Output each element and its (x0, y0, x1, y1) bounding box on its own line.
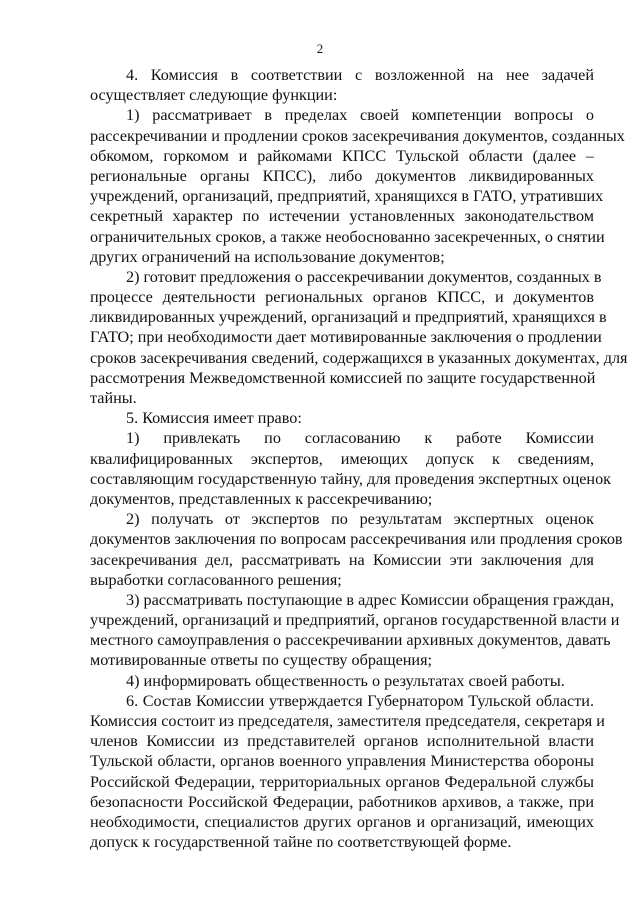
text-line: 4) информировать общественность о результатах своей работы. (126, 671, 565, 690)
text-line: 1) рассматривает в пределах своей компетенции вопросы о (126, 106, 594, 125)
text-line: Тульской области, органов военного управления Министерства обороны (90, 752, 594, 771)
text-line: 5. Комиссия имеет право: (126, 409, 302, 428)
text-line: 1) привлекать по согласованию к работе Комиссии (126, 429, 594, 448)
text-line: сроков засекречивания сведений, содержащихся в указанных документах, для (90, 348, 628, 367)
text-line: документов, представленных к рассекречиванию; (90, 489, 433, 508)
text-line: 6. Состав Комиссии утверждается Губернатором Тульской области. (126, 691, 594, 710)
text-line: осуществляет следующие функции: (90, 86, 338, 105)
text-line: мотивированные ответы по существу обращения; (90, 651, 433, 670)
page-number: 2 (316, 41, 324, 56)
text-line: документов заключения по вопросам рассекречивания или продления сроков (90, 530, 623, 549)
text-line: региональные органы КПСС), либо документов ликвидированных (90, 166, 594, 185)
text-line: Комиссия состоит из председателя, заместителя председателя, секретаря и (90, 712, 605, 730)
text-line: других ограничений на использование документов; (90, 247, 445, 266)
text-line: безопасности Российской Федерации, работников архивов, а также, при (90, 792, 594, 811)
text-line: учреждений, организаций, предприятий, хранящихся в ГАТО, утративших (90, 187, 604, 206)
text-line: засекречивания дел, рассматривать на Комиссии эти заключения для (90, 550, 594, 569)
text-line: необходимости, специалистов других органов и организаций, имеющих (90, 812, 594, 831)
text-line: 3) рассматривать поступающие в адрес Комиссии обращения граждан, (126, 590, 615, 609)
text-line: 4. Комиссия в соответствии с возложенной на нее задачей (126, 66, 594, 84)
document-body (90, 65, 628, 852)
text-line: выработки согласованного решения; (90, 570, 342, 589)
text-line: Российской Федерации, территориальных органов Федеральной службы (90, 772, 594, 791)
text-line: членов Комиссии из представителей органов исполнительной власти (90, 732, 594, 751)
text-line: составляющим государственную тайну, для проведения экспертных оценок (90, 469, 612, 488)
text-line: тайны. (90, 389, 137, 407)
text-line: ограничительных сроков, а также необоснованно засекреченных, о снятии (90, 227, 605, 246)
text-line: ГАТО; при необходимости дает мотивированные заключения о продлении (90, 328, 602, 347)
text-line: секретный характер по истечении установленных законодательством (90, 207, 594, 226)
text-line: местного самоуправления о рассекречивании архивных документов, давать (90, 631, 611, 650)
text-line: 2) готовит предложения о рассекречивании документов, созданных в (126, 267, 602, 286)
text-line: квалифицированных экспертов, имеющих допуск к сведениям, (90, 449, 594, 468)
text-line: учреждений, организаций и предприятий, органов государственной власти и (90, 611, 620, 630)
text-line: 2) получать от экспертов по результатам экспертных оценок (126, 510, 594, 529)
text-line: процессе деятельности региональных органов КПСС, и документов (90, 288, 594, 307)
text-line: обкомом, горкомом и райкомами КПСС Тульской области (далее – (90, 146, 594, 165)
text-line: рассекречивании и продлении сроков засекречивания документов, созданных (90, 126, 625, 145)
text-line: ликвидированных учреждений, организаций и предприятий, хранящихся в (90, 308, 607, 327)
text-line: допуск к государственной тайне по соответствующей форме. (90, 833, 512, 852)
text-line: рассмотрения Межведомственной комиссией по защите государственной (90, 368, 596, 387)
